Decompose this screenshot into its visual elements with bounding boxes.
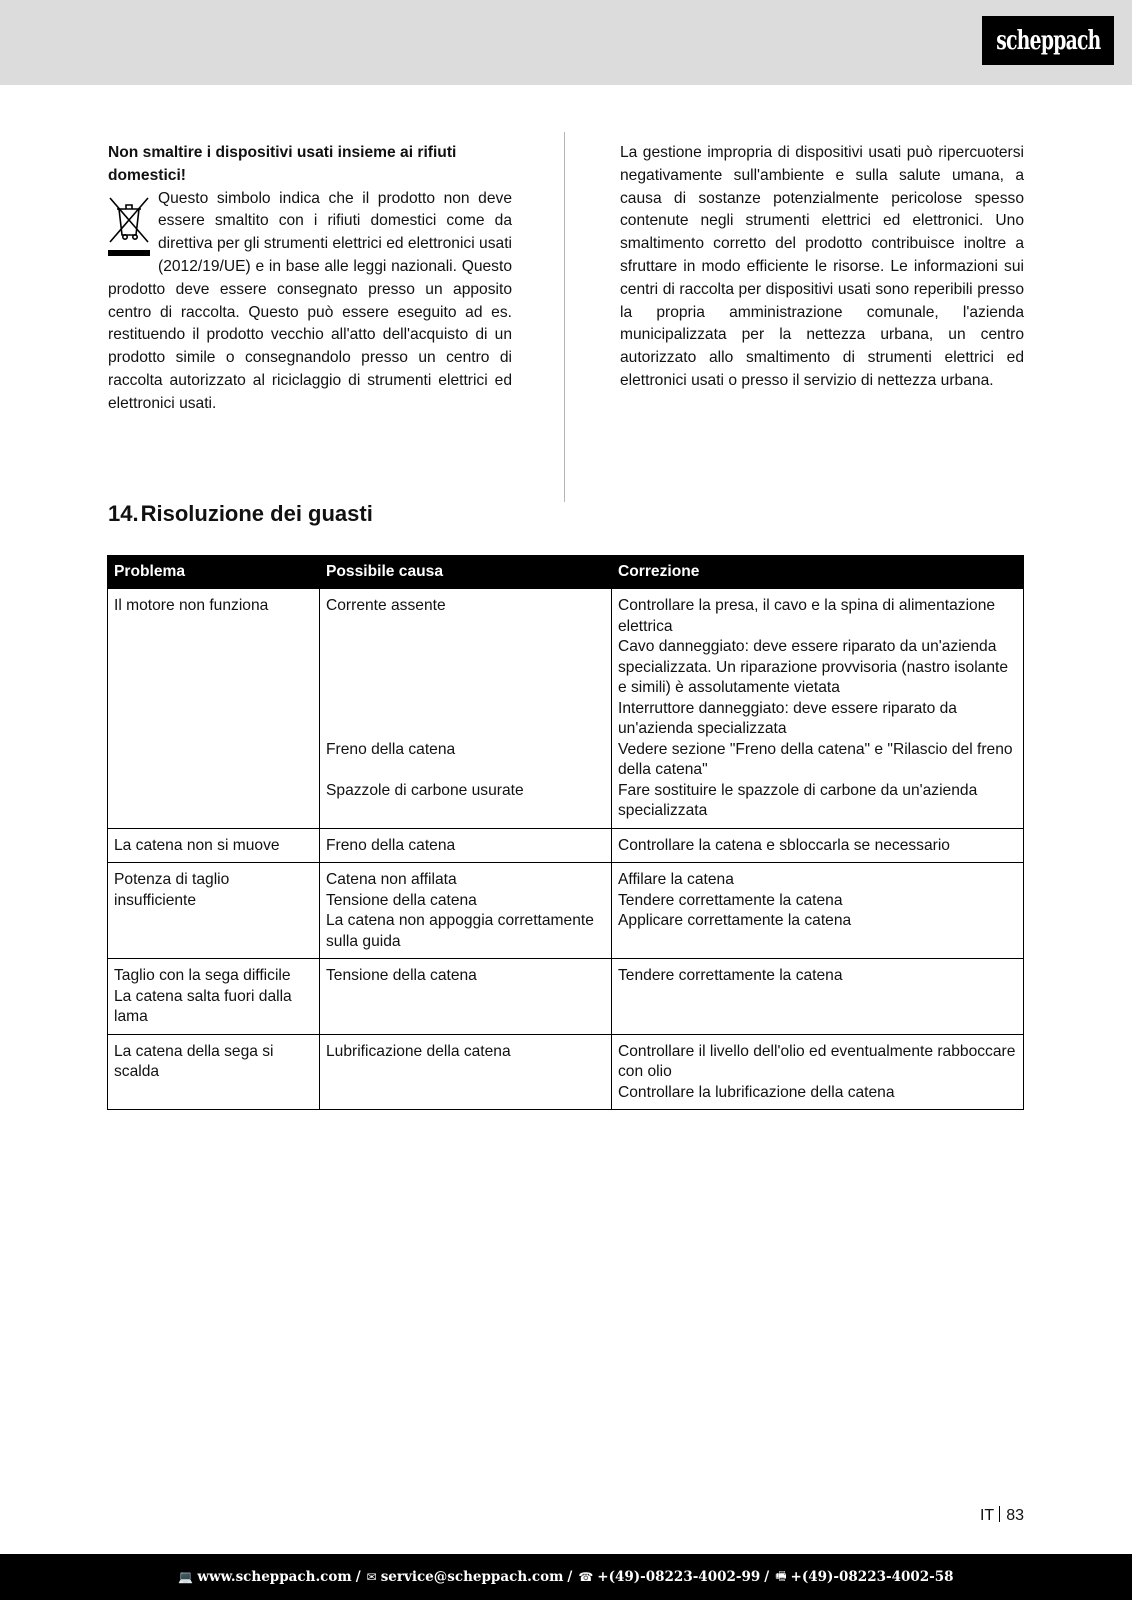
header-problema: Problema — [108, 556, 320, 589]
table-row — [108, 1034, 1024, 1110]
section-title-text: Risoluzione dei guasti — [140, 501, 373, 526]
footer-separator: / — [764, 1569, 770, 1585]
cause-text: Spazzole di carbone usurate — [326, 781, 524, 799]
computer-icon: 💻 — [178, 1570, 194, 1584]
cell-correzione — [612, 828, 1024, 863]
header-possibile-causa: Possibile causa — [320, 556, 612, 589]
page-number-separator — [999, 1506, 1000, 1522]
scheppach-logo — [982, 16, 1114, 65]
problem-text: La catena della sega si scalda — [114, 1042, 274, 1080]
phone-icon: ☎ — [578, 1570, 594, 1584]
cause-spacer — [326, 637, 605, 658]
table-row — [108, 828, 1024, 863]
cell-problema — [108, 959, 320, 1035]
table-row — [108, 589, 1024, 829]
cause-text: Freno della catena — [326, 836, 456, 854]
fix-text: Interruttore danneggiato: deve essere riparato da un'azienda specializzata — [618, 699, 957, 737]
cell-possibile-causa — [320, 589, 612, 829]
fix-text: Controllare la lubrificazione della catena — [618, 1083, 895, 1101]
section-title — [108, 501, 373, 527]
header-correzione: Correzione — [612, 556, 1024, 589]
cell-problema — [108, 863, 320, 959]
cause-spacer — [326, 617, 605, 638]
fix-text: Fare sostituire le spazzole di carbone da un'azienda specializzata — [618, 781, 978, 819]
problem-text: La catena non si muove — [114, 836, 280, 854]
cause-text: Lubrificazione della catena — [326, 1042, 511, 1060]
table-body — [108, 589, 1024, 1110]
table-header-row — [108, 556, 1024, 589]
cause-text: Catena non affilata — [326, 871, 457, 888]
disposal-right-text: La gestione impropria di dispositivi usati può ripercuotersi negativamente sull'ambiente e sulla salute umana, a causa di sostanze potenzialmente pericolose spesso contenute negli strumenti elettrici ed elettronici. Uno smaltimento corretto del prodotto contribuisce inoltre a sfruttare in modo efficiente le risorse. Le informazioni sui centri di raccolta per dispositivi usati sono reperibili presso la propria amministrazione comunale, l'azienda municipalizzata per la nettezza urbana, un centro autorizzato allo smaltimento di strumenti elettrici ed elettronici usati o presso il servizio di nettezza urbana. — [620, 144, 1024, 389]
cause-text: La catena non appoggia correttamente sulla guida — [326, 912, 594, 950]
weee-crossed-bin-icon — [108, 192, 152, 262]
cause-spacer — [326, 760, 605, 781]
cell-correzione — [612, 589, 1024, 829]
problem-text: Il motore non funziona — [114, 597, 269, 614]
footer-separator: / — [355, 1569, 361, 1585]
disposal-left-column — [108, 142, 512, 416]
disposal-left-text: Questo simbolo indica che il prodotto non deve essere smaltito con i rifiuti domestici come da direttiva per gli strumenti elettrici ed elettronici usati (2012/19/UE) e in base alle leggi nazionali. Questo prodotto deve essere consegnato presso un apposito centro di raccolta. Questo può essere eseguito ad es. restituendo il prodotto vecchio all'atto dell'acquisto di un prodotto simile o consegnandolo presso un centro di raccolta autorizzato al riciclaggio di strumenti elettrici ed elettronici usati. — [108, 189, 512, 412]
cell-problema — [108, 828, 320, 863]
table-row — [108, 959, 1024, 1035]
page-footer — [0, 1554, 1132, 1600]
cause-spacer — [326, 719, 605, 740]
problem-text: Potenza di taglio insufficiente — [114, 871, 230, 909]
fix-text: Vedere sezione "Freno della catena" e "Rilascio del freno della catena" — [618, 740, 1013, 778]
fix-text: Tendere correttamente la catena — [618, 891, 843, 909]
cell-correzione — [612, 863, 1024, 959]
footer-contact-text: +(49)-08223-4002-58 — [790, 1569, 954, 1585]
disposal-title: Non smaltire i dispositivi usati insieme ai rifiuti domestici! — [108, 144, 457, 184]
fix-text: Applicare correttamente la catena — [618, 912, 852, 929]
page-number-value: 83 — [1006, 1507, 1024, 1524]
cell-possibile-causa — [320, 828, 612, 863]
fix-text: Controllare il livello dell'olio ed eventualmente rabboccare con olio — [618, 1042, 1016, 1080]
footer-contact-text: www.scheppach.com — [197, 1569, 352, 1585]
cause-text: Tensione della catena — [326, 967, 477, 984]
column-divider — [564, 132, 565, 502]
cause-spacer — [326, 699, 605, 720]
table-row — [108, 863, 1024, 959]
fix-text: Controllare la presa, il cavo e la spina di alimentazione elettrica — [618, 597, 996, 635]
cell-possibile-causa — [320, 1034, 612, 1110]
problem-text: Taglio con la sega difficile — [114, 967, 291, 984]
cell-correzione — [612, 1034, 1024, 1110]
troubleshooting-table — [107, 555, 1024, 1110]
cell-possibile-causa — [320, 863, 612, 959]
fix-text: Tendere correttamente la catena — [618, 967, 843, 984]
logo-text: scheppach — [995, 25, 1101, 56]
cell-possibile-causa — [320, 959, 612, 1035]
footer-separator: / — [567, 1569, 573, 1585]
section-number: 14. — [108, 501, 139, 526]
fax-icon: 🖷 — [775, 1568, 787, 1583]
fix-text: Cavo danneggiato: deve essere riparato da un'azienda specializzata. Un riparazione provvisoria (nastro isolante e simili) è assolutamente vietata — [618, 638, 1009, 696]
cause-text: Freno della catena — [326, 740, 456, 758]
cause-spacer — [326, 658, 605, 679]
cell-problema — [108, 1034, 320, 1110]
cause-spacer — [326, 678, 605, 699]
page-header — [0, 0, 1132, 85]
cause-text: Corrente assente — [326, 597, 446, 614]
problem-text: La catena salta fuori dalla lama — [114, 987, 292, 1025]
cell-problema — [108, 589, 320, 829]
mail-icon: ✉ — [366, 1570, 377, 1584]
footer-contact-text: +(49)-08223-4002-99 — [597, 1569, 761, 1585]
disposal-right-column — [620, 142, 1024, 393]
cell-correzione — [612, 959, 1024, 1035]
footer-contact-text: service@scheppach.com — [380, 1569, 564, 1585]
page-lang: IT — [979, 1507, 995, 1524]
fix-text: Affilare la catena — [618, 871, 734, 888]
cause-text: Tensione della catena — [326, 891, 477, 909]
page-number — [980, 1506, 1024, 1525]
fix-text: Controllare la catena e sbloccarla se necessario — [618, 836, 950, 854]
